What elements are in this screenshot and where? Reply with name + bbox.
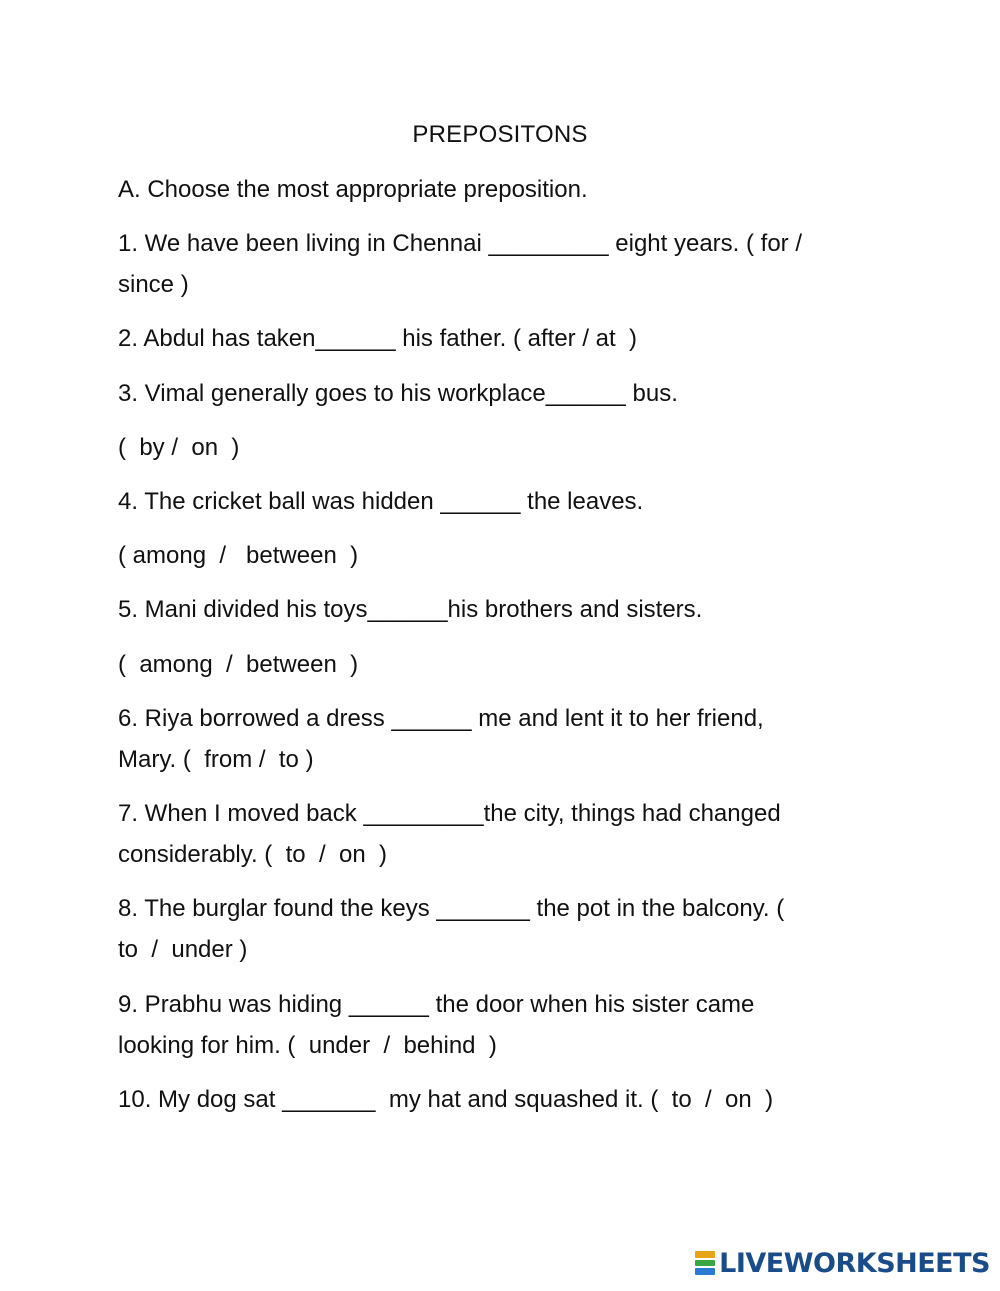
question-9-line-2: looking for him. ( under / behind ) [118, 1032, 497, 1059]
question-4: 4. The cricket ball was hidden ______ the leaves. [118, 488, 644, 515]
question-10: 10. My dog sat _______ my hat and squashed it. ( to / on ) [118, 1086, 774, 1113]
logo-bar-1 [695, 1251, 715, 1258]
question-1-line-2: since ) [118, 271, 189, 298]
logo-text: LIVEWORKSHEETS [719, 1247, 990, 1279]
page-title: PREPOSITONS [412, 121, 588, 148]
question-6-line-2: Mary. ( from / to ) [118, 746, 314, 773]
question-2: 2. Abdul has taken______ his father. ( after / at ) [118, 325, 637, 352]
question-7-line-2: considerably. ( to / on ) [118, 841, 388, 868]
question-5-options: ( among / between ) [118, 651, 359, 678]
logo-bar-2 [695, 1260, 715, 1267]
question-8-line-1: 8. The burglar found the keys _______ the pot in the balcony. ( [118, 895, 785, 922]
question-1-line-1: 1. We have been living in Chennai _________ eight years. ( for / [118, 230, 802, 257]
question-5: 5. Mani divided his toys______his brothers and sisters. [118, 596, 703, 623]
question-6-line-1: 6. Riya borrowed a dress ______ me and lent it to her friend, [118, 705, 764, 732]
question-4-options: ( among / between ) [118, 542, 359, 569]
question-7-line-1: 7. When I moved back _________the city, things had changed [118, 800, 781, 827]
liveworksheets-logo-icon [695, 1250, 717, 1276]
instruction: A. Choose the most appropriate preposition. [118, 176, 588, 203]
question-8-line-2: to / under ) [118, 936, 248, 963]
question-3: 3. Vimal generally goes to his workplace______ bus. [118, 380, 678, 407]
question-9-line-1: 9. Prabhu was hiding ______ the door when his sister came [118, 991, 755, 1018]
logo-bar-3 [695, 1268, 715, 1275]
question-3-options: ( by / on ) [118, 434, 240, 461]
liveworksheets-logo [695, 1249, 990, 1277]
